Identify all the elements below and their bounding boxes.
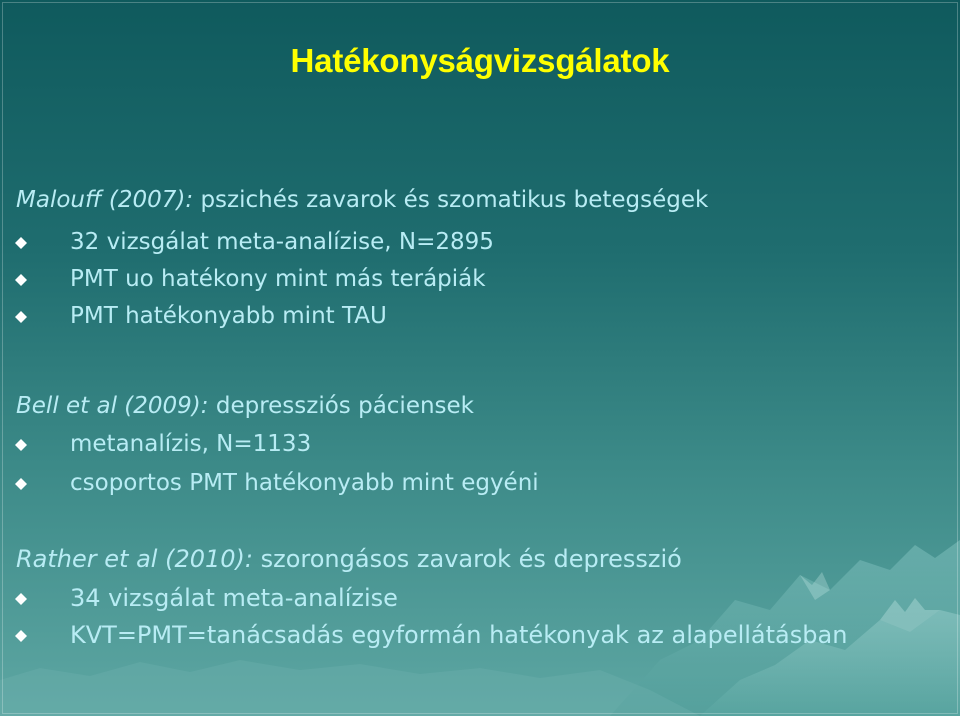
section-reference: Malouff (2007): xyxy=(16,187,194,213)
list-item xyxy=(16,266,916,294)
list-item-text: PMT hatékonyabb mint TAU xyxy=(70,303,387,329)
diamond-bullet-icon xyxy=(15,311,27,323)
section-topic: depressziós páciensek xyxy=(215,393,474,419)
list-item xyxy=(16,470,916,498)
diamond-bullet-icon xyxy=(15,439,27,451)
section-topic: szorongásos zavarok és depresszió xyxy=(260,545,682,573)
section-heading-rather xyxy=(16,545,682,573)
list-item xyxy=(16,229,916,257)
section-reference: Rather et al (2010): xyxy=(16,545,253,573)
list-item-text: 32 vizsgálat meta-analízise, N=2895 xyxy=(70,229,494,255)
list-item-text: metanalízis, N=1133 xyxy=(70,431,312,457)
list-item-text: 34 vizsgálat meta-analízise xyxy=(70,584,398,612)
diamond-bullet-icon xyxy=(15,592,27,604)
section-topic: pszichés zavarok és szomatikus betegségek xyxy=(200,187,709,213)
list-item-text: csoportos PMT hatékonyabb mint egyéni xyxy=(70,470,539,496)
list-item xyxy=(16,303,916,331)
section-heading-bell xyxy=(16,393,474,419)
list-item xyxy=(16,431,916,459)
slide-title: Hatékonyságvizsgálatok xyxy=(290,42,670,79)
list-item xyxy=(16,621,946,650)
list-item xyxy=(16,584,946,613)
diamond-bullet-icon xyxy=(15,274,27,286)
list-item-text: KVT=PMT=tanácsadás egyformán hatékonyak az alapellátásban xyxy=(70,621,848,649)
diamond-bullet-icon xyxy=(15,629,27,641)
diamond-bullet-icon xyxy=(15,237,27,249)
diamond-bullet-icon xyxy=(15,478,27,490)
list-item-text: PMT uo hatékony mint más terápiák xyxy=(70,266,486,292)
section-heading-malouff xyxy=(16,187,708,213)
section-reference: Bell et al (2009): xyxy=(16,393,209,419)
